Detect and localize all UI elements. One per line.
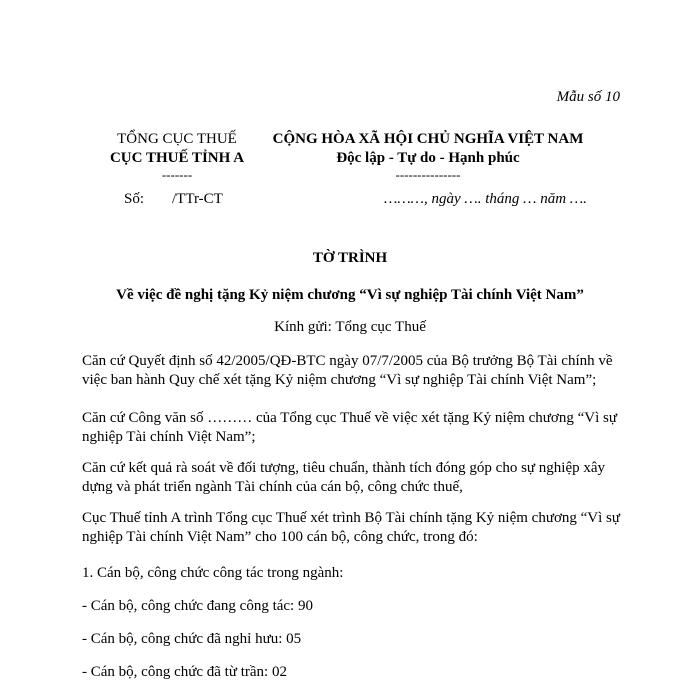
paragraph: Căn cứ Công văn số ……… của Tổng cục Thuế về việc xét tặng Kỷ niệm chương “Vì sự nghiệp Tài chính Việt Nam”; (82, 410, 617, 445)
agency-divider: ------- (161, 167, 193, 182)
recipient: Kính gửi: Tổng cục Thuế (274, 319, 426, 335)
paragraph: Căn cứ kết quả rà soát về đối tượng, tiêu chuẩn, thành tích đóng góp cho sự nghiệp xây dựng và phát triển ngành Tài chính của cán bộ, công chức thuế, (82, 460, 606, 495)
list-item: - Cán bộ, công chức đang công tác: 90 (82, 598, 313, 614)
paragraph: Cục Thuế tỉnh A trình Tổng cục Thuế xét trình Bộ Tài chính tặng Kỷ niệm chương “Vì sự nghiệp Tài chính Việt Nam” cho 100 cán bộ, công chức, trong đó: (82, 510, 621, 545)
agency-name: CỤC THUẾ TỈNH A (109, 150, 245, 166)
issuing-agency-block (82, 130, 272, 182)
list-item: - Cán bộ, công chức đã nghỉ hưu: 05 (82, 631, 302, 647)
agency-parent: TỔNG CỤC THUẾ (117, 131, 237, 147)
motto-divider: --------------- (395, 167, 461, 182)
document-subject: Về việc đề nghị tặng Kỷ niệm chương “Vì sự nghiệp Tài chính Việt Nam” (116, 287, 584, 303)
place-date: ………, ngày …. tháng … năm …. (384, 191, 587, 207)
doc-number-label: Số: (124, 191, 145, 207)
list-item: 1. Cán bộ, công chức công tác trong ngành: (82, 565, 344, 581)
national-heading-block (258, 130, 598, 182)
paragraph: Căn cứ Quyết định số 42/2005/QĐ-BTC ngày 07/7/2005 của Bộ trưởng Bộ Tài chính về việc ban hành Quy chế xét tặng Kỷ niệm chương “Vì sự nghiệp Tài chính Việt Nam”; (82, 353, 613, 388)
country-name: CỘNG HÒA XÃ HỘI CHỦ NGHĨA VIỆT NAM (272, 131, 584, 147)
list-item: - Cán bộ, công chức đã từ trần: 02 (82, 664, 287, 680)
document-title: TỜ TRÌNH (312, 250, 388, 266)
form-number: Mẫu số 10 (556, 89, 620, 105)
doc-number-value: /TTr-CT (172, 191, 223, 207)
national-motto: Độc lập - Tự do - Hạnh phúc (336, 150, 520, 166)
